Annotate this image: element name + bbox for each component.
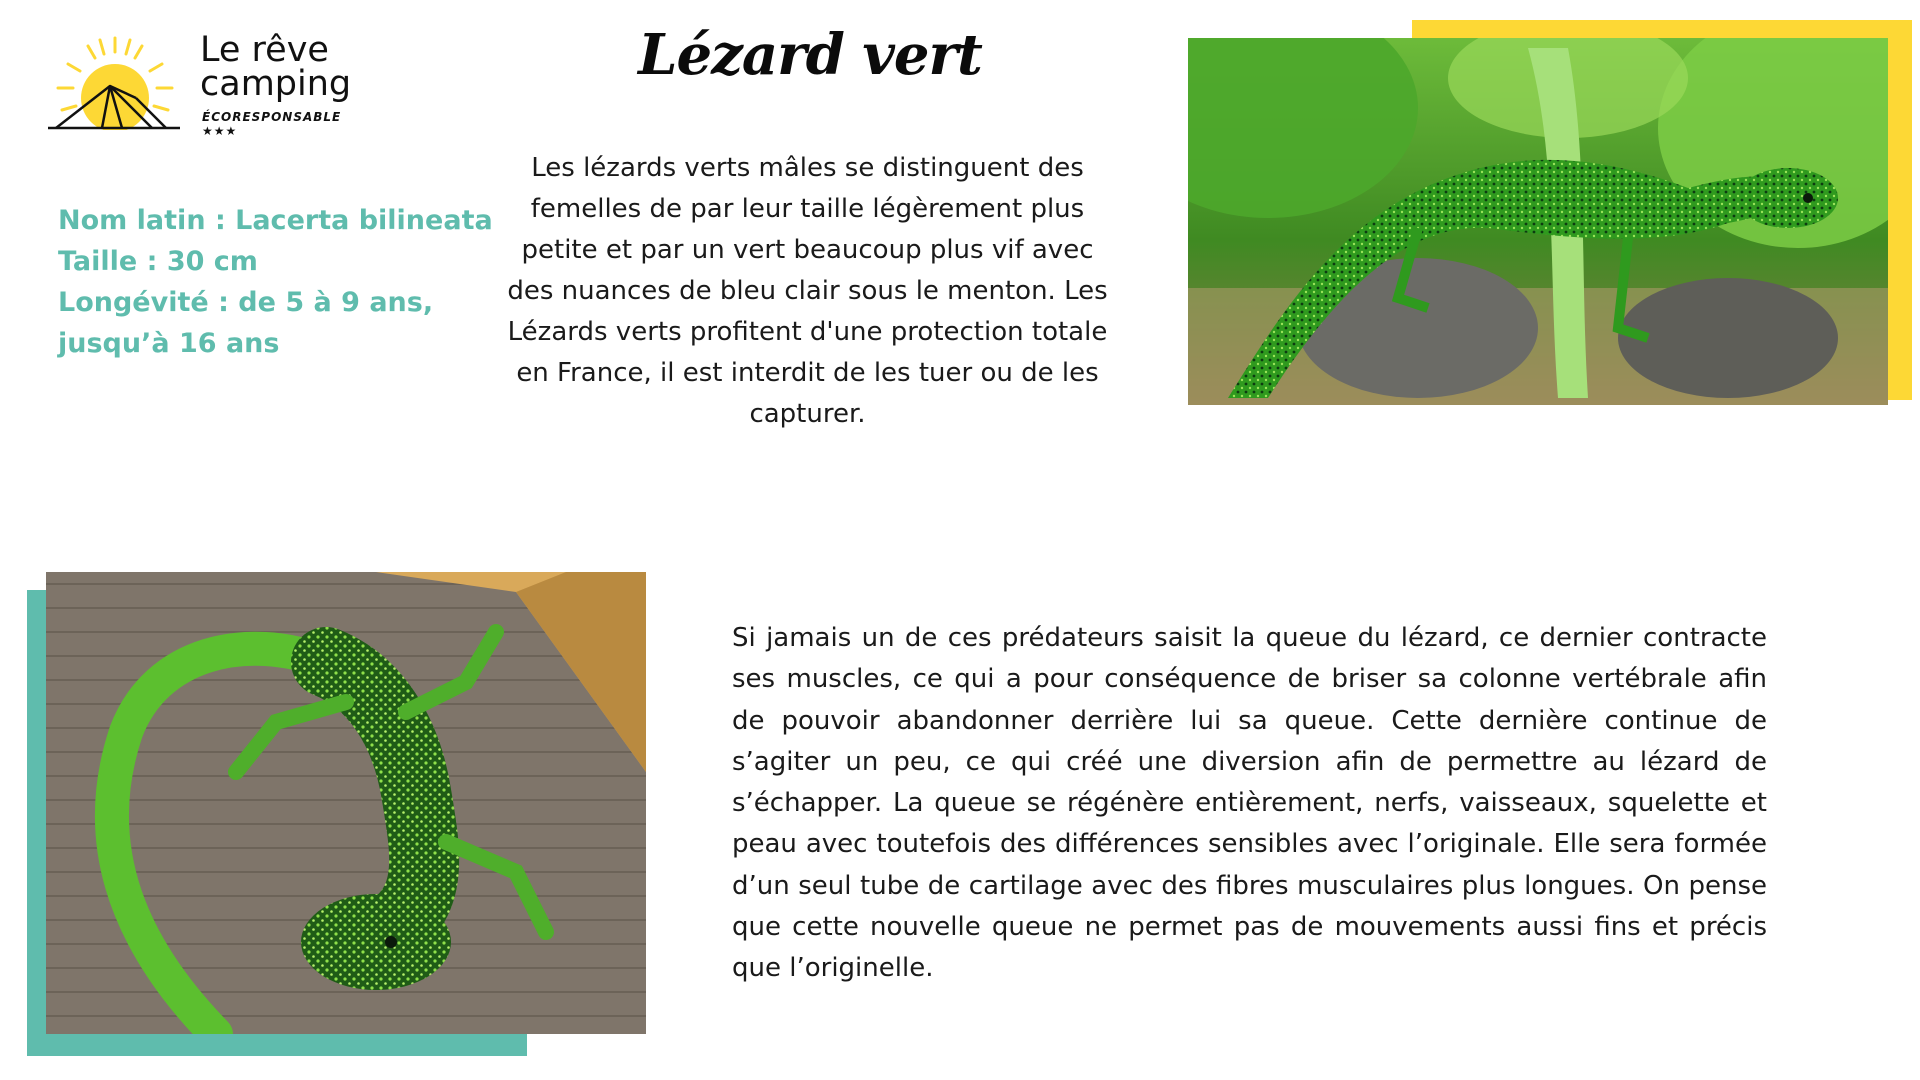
lizard-photo-bottom [46,572,646,1034]
sun-tent-icon [40,30,190,130]
logo-title-line1: Le rêve [200,30,329,70]
species-facts [58,200,498,364]
fact-longevity: Longévité : de 5 à 9 ans, [58,287,434,318]
fact-size: Taille : 30 cm [58,246,258,277]
lizard-on-leaves-image [1188,38,1888,405]
logo-title-line2: camping [200,64,352,104]
logo-tagline: ÉCORESPONSABLE ★★★ [202,110,342,138]
brand-logo [40,30,360,138]
fact-longevity-max: jusqu’à 16 ans [58,328,280,359]
lizard-on-wood-image [46,572,646,1034]
fact-latin-name: Nom latin : Lacerta bilineata [58,205,493,236]
body-paragraph: Si jamais un de ces prédateurs saisit la queue du lézard, ce dernier contracte ses muscles, ce qui a pour conséquence de briser sa colonne vertébrale afin de pouvoir abandonner derrière lui sa queue. Cette dernière continue de s’agiter un peu, ce qui créé une diversion afin de permettre au lézard de s’échapper. La queue se régénère entièrement, nerfs, vaisseaux, squelette et peau avec toutefois des différences sensibles avec l’originale. Elle sera formée d’un seul tube de cartilage avec des fibres musculaires plus longues. On pense que cette nouvelle queue ne permet pas de mouvements aussi fins et précis que l’originelle. [732,623,1767,984]
lizard-photo-top [1188,38,1888,405]
intro-paragraph: Les lézards verts mâles se distinguent des femelles de par leur taille légèrement plus petite et par un vert beaucoup plus vif avec des nuances de bleu clair sous le menton. Les Lézards verts profitent d'une protection totale en France, il est interdit de les tuer ou de les capturer. [507,153,1108,429]
page-title: Lézard vert [638,22,982,88]
